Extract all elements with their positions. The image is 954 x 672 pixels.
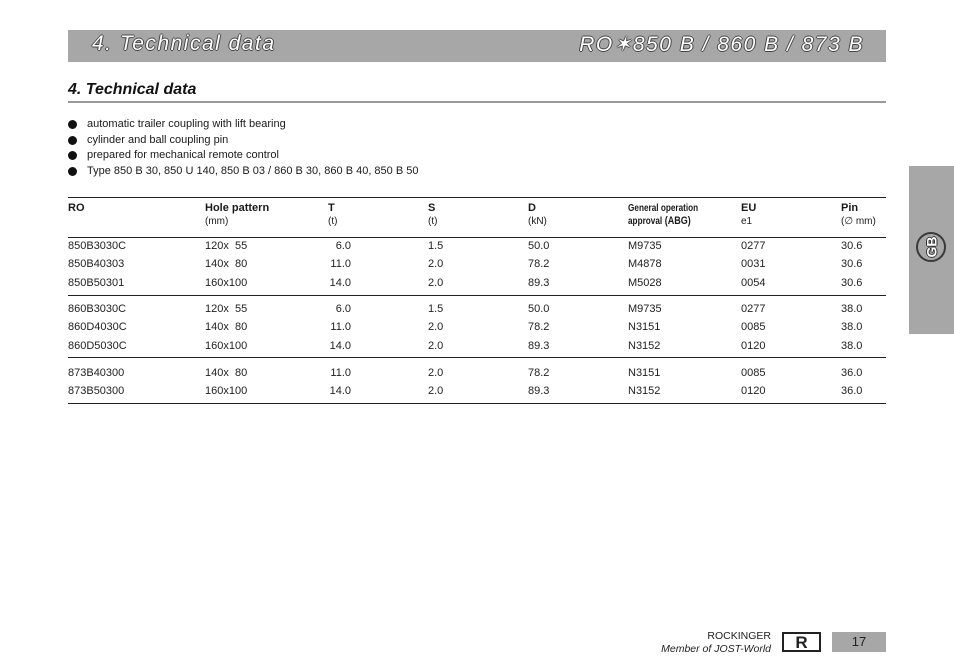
column-header-label: T <box>328 202 335 214</box>
language-side-tab <box>909 166 954 334</box>
feature-text: Type 850 B 30, 850 U 140, 850 B 03 / 860 B 30, 860 B 40, 850 B 50 <box>87 164 419 177</box>
section-divider <box>68 101 886 103</box>
cell-t: 6.0 <box>335 240 351 252</box>
cell-d: 50.0 <box>528 240 550 252</box>
cell-eu: 0085 <box>741 367 766 379</box>
column-header-d <box>528 202 547 228</box>
column-header-label: RO <box>68 202 85 214</box>
feature-text: cylinder and ball coupling pin <box>87 133 229 146</box>
column-header-eu <box>741 202 756 228</box>
cell-t: 11.0 <box>330 258 351 271</box>
page-number: 17 <box>832 632 886 652</box>
column-header-unit: e1 <box>741 216 753 227</box>
group-divider <box>68 357 886 358</box>
header-bar <box>68 30 886 62</box>
cell-s: 2.0 <box>428 321 444 334</box>
cell-ro: 860D4030C <box>68 321 127 334</box>
cell-pin: 38.0 <box>841 321 863 334</box>
column-header-approval <box>628 202 698 228</box>
column-header-unit: (mm) <box>205 216 229 227</box>
cell-t: 14.0 <box>329 339 351 352</box>
column-header-label: General operation <box>628 203 699 214</box>
cell-hole-pattern: 140x 80 <box>205 321 248 334</box>
feature-list <box>68 117 418 179</box>
header-divider <box>68 237 886 238</box>
header-left-title: 4. Technical data <box>92 32 276 55</box>
cell-pin: 38.0 <box>841 303 863 315</box>
footer-brand <box>661 630 771 656</box>
cell-d: 78.2 <box>528 258 550 271</box>
brand-logo: R <box>782 632 821 652</box>
cell-pin: 30.6 <box>841 240 863 252</box>
cell-eu: 0031 <box>741 258 766 271</box>
cell-approval: N3151 <box>628 321 661 334</box>
cell-ro: 873B40300 <box>68 367 125 379</box>
cell-t: 14.0 <box>329 276 351 289</box>
feature-text: automatic trailer coupling with lift bearing <box>87 118 286 130</box>
cell-ro: 850B50301 <box>68 276 125 289</box>
cell-eu: 0277 <box>741 303 766 315</box>
cell-ro: 850B40303 <box>68 258 125 271</box>
cell-s: 1.5 <box>428 303 444 315</box>
cell-approval: M9735 <box>628 303 662 315</box>
column-header-hole-pattern <box>205 202 269 228</box>
cell-eu: 0277 <box>741 240 766 252</box>
cell-ro: 860D5030C <box>68 339 127 352</box>
cell-t: 14.0 <box>329 385 351 398</box>
table-top-rule <box>68 197 886 198</box>
cell-hole-pattern: 120x 55 <box>205 240 248 252</box>
cell-eu: 0120 <box>741 385 766 398</box>
cell-t: 11.0 <box>330 321 351 334</box>
column-header-label: S <box>428 202 436 214</box>
language-badge <box>916 232 946 262</box>
bullet-icon <box>68 120 77 129</box>
cell-pin: 30.6 <box>841 258 863 271</box>
feature-item <box>68 164 418 180</box>
column-header-ro <box>68 202 85 215</box>
column-header-abbrev: (ABG) <box>662 215 691 227</box>
column-header-t <box>328 202 337 228</box>
cell-eu: 0085 <box>741 321 766 334</box>
feature-item <box>68 117 418 133</box>
cell-s: 2.0 <box>428 276 444 289</box>
cell-s: 2.0 <box>428 385 444 398</box>
cell-d: 78.2 <box>528 367 550 379</box>
cell-pin: 36.0 <box>841 367 863 379</box>
cell-hole-pattern: 160x100 <box>205 276 248 289</box>
cell-d: 89.3 <box>528 276 550 289</box>
cell-approval: M5028 <box>628 276 662 289</box>
column-header-unit: (t) <box>428 216 438 227</box>
cell-pin: 36.0 <box>841 385 863 398</box>
cell-d: 89.3 <box>528 339 550 352</box>
cell-hole-pattern: 160x100 <box>205 339 248 352</box>
cell-hole-pattern: 140x 80 <box>205 367 248 379</box>
column-header-unit: (kN) <box>528 216 547 227</box>
cell-pin: 30.6 <box>841 276 863 289</box>
column-header-unit: approval (ABG) <box>628 215 691 227</box>
cell-hole-pattern: 140x 80 <box>205 258 248 271</box>
cell-approval: N3151 <box>628 367 661 379</box>
header-right-title: RO✶850 B / 860 B / 873 B <box>579 33 864 56</box>
feature-item <box>68 148 418 164</box>
cell-s: 2.0 <box>428 258 444 271</box>
cell-approval: M9735 <box>628 240 662 252</box>
cell-d: 78.2 <box>528 321 550 334</box>
bullet-icon <box>68 151 77 160</box>
bullet-icon <box>68 136 77 145</box>
column-header-label: Hole pattern <box>205 202 270 214</box>
bullet-icon <box>68 167 77 176</box>
cell-ro: 850B3030C <box>68 240 127 252</box>
column-header-unit: (∅ mm) <box>841 216 876 227</box>
cell-d: 89.3 <box>528 385 550 398</box>
cell-pin: 38.0 <box>841 339 863 352</box>
cell-eu: 0054 <box>741 276 766 289</box>
section-title: 4. Technical data <box>68 81 197 98</box>
cell-approval: N3152 <box>628 339 661 352</box>
cell-ro: 860B3030C <box>68 303 127 315</box>
column-header-label: Pin <box>841 202 859 214</box>
language-code: GB <box>923 236 939 258</box>
column-header-label: D <box>528 202 536 214</box>
column-header-s <box>428 202 437 228</box>
column-header-pin <box>841 202 876 228</box>
column-header-label: EU <box>741 202 757 214</box>
cell-t: 11.0 <box>330 367 351 379</box>
column-header-unit: (t) <box>328 216 338 227</box>
group-divider <box>68 295 886 296</box>
feature-item <box>68 133 418 149</box>
cell-approval: N3152 <box>628 385 661 398</box>
cell-s: 2.0 <box>428 367 444 379</box>
feature-text: prepared for mechanical remote control <box>87 149 279 161</box>
cell-d: 50.0 <box>528 303 550 315</box>
cell-s: 2.0 <box>428 339 444 352</box>
cell-ro: 873B50300 <box>68 385 125 398</box>
cell-eu: 0120 <box>741 339 766 352</box>
cell-s: 1.5 <box>428 240 444 252</box>
brand-tagline: Member of JOST-World <box>661 643 771 655</box>
cell-hole-pattern: 120x 55 <box>205 303 248 315</box>
brand-name: ROCKINGER <box>707 630 771 642</box>
table-bottom-rule <box>68 403 886 404</box>
cell-hole-pattern: 160x100 <box>205 385 248 398</box>
cell-t: 6.0 <box>335 303 351 315</box>
cell-approval: M4878 <box>628 258 662 271</box>
